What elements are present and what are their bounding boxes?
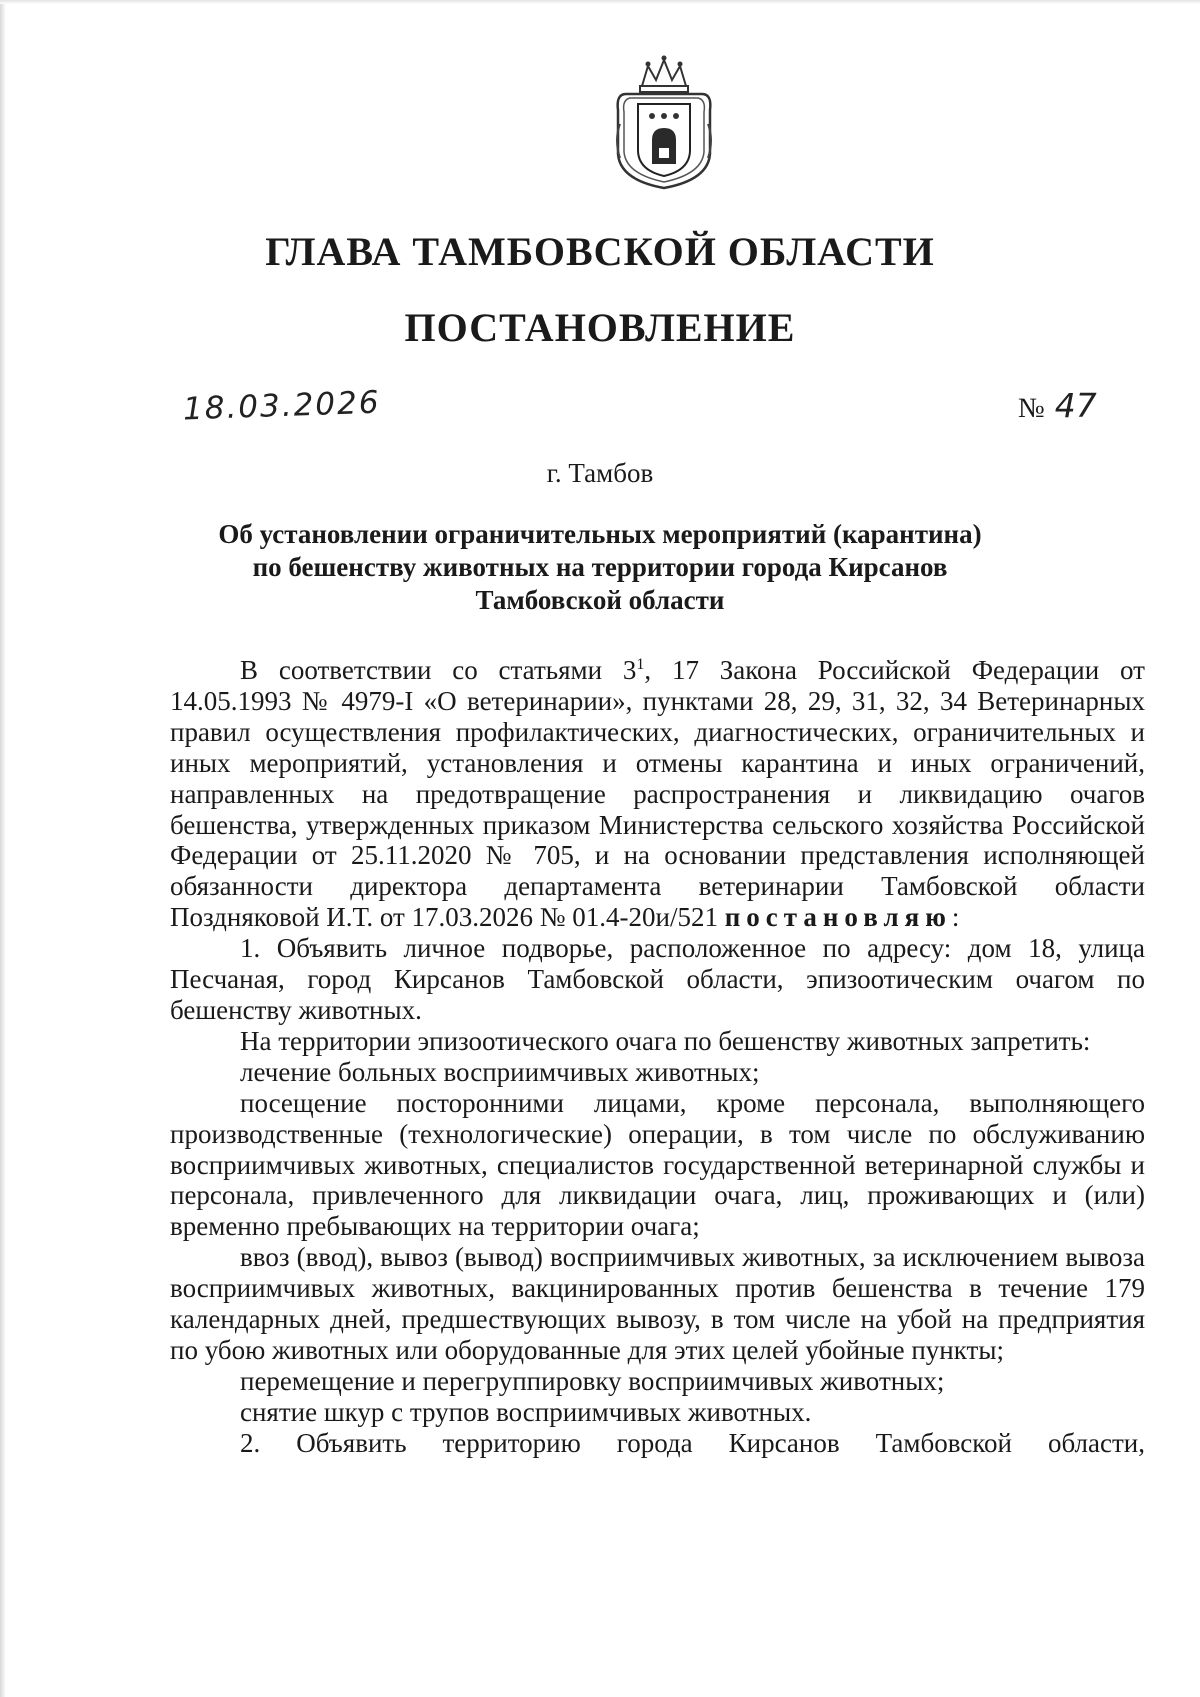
place-of-issue: г. Тамбов [546,458,654,488]
preamble-text-start: В соответствии со статьями 3 [240,655,637,685]
article-superscript: 1 [636,656,645,673]
handwritten-number: 47 [1054,386,1097,425]
decree-colon: : [951,902,960,933]
document-type-heading: ПОСТАНОВЛЕНИЕ [404,305,796,350]
body-paragraph: 2. Объявить территорию города Кирсанов Тамбовской области, [240,1427,1145,1458]
body-paragraph: перемещение и перегруппировку восприимчивых животных; [240,1365,945,1396]
body-paragraph: 1. Объявить личное подворье, расположенное по адресу: дом 18, улица Песчаная, город Кирсанов Тамбовской области, эпизоотическим очагом по бешенству животных. [170,933,1145,1025]
scan-top-shadow [0,0,1200,4]
body-paragraph: ввоз (ввод), вывоз (вывод) восприимчивых животных, за исключением вывоза восприимчивых животных, вакцинированных против бешенства в течение 179 календарных дней, предшествующих вывозу, в том числе на убой на предприятия по убою животных или оборудованные для этих целей убойные пункты; [170,1242,1145,1365]
handwritten-date: 18.03.2026 [182,384,382,428]
decree-word: постановляю [724,902,952,933]
body-paragraph: посещение посторонними лицами, кроме персонала, выполняющего производственные (технологические) операции, в том числе по обслуживанию восприимчивых животных, специалистов государственной ветеринарной службы и персонала, привлеченного для ликвидации очага, лиц, проживающих и (или) временно пребывающих на территории очага; [170,1087,1145,1242]
preamble-paragraph [170,655,1145,933]
number-sign: № [1018,393,1045,424]
document-body [170,655,1145,1459]
body-paragraph: лечение больных восприимчивых животных; [240,1056,760,1087]
title-line: Тамбовской области [475,585,725,615]
issuing-authority-heading: ГЛАВА ТАМБОВСКОЙ ОБЛАСТИ [265,229,935,274]
document-number [1018,386,1097,425]
document-title [0,518,1200,617]
body-paragraph: снятие шкур с трупов восприимчивых животных. [240,1396,812,1427]
body-paragraph: На территории эпизоотического очага по бешенству животных запретить: [240,1025,1091,1056]
title-line: по бешенству животных на территории города Кирсанов [252,552,948,582]
preamble-text-rest: , 17 Закона Российской Федерации от 14.05.1993 № 4979-I «О ветеринарии», пунктами 28, 29, 31, 32, 34 Ветеринарных правил осуществления профилактических, диагностических, ограничительных и иных мероприятий, установления и отмены карантина и иных ограничений, направленных на предотвращение распространения и ликвидацию очагов бешенства, утвержденных приказом Министерства сельского хозяйства Российской Федерации от 25.11.2020 № 705, и на основании представления исполняющей обязанности директора департамента ветеринарии Тамбовской области Поздняковой И.Т. от 17.03.2026 № 01.4-20и/521 [170,655,1145,933]
title-line: Об установлении ограничительных мероприятий (карантина) [218,519,982,549]
coat-of-arms-emblem [612,54,716,192]
